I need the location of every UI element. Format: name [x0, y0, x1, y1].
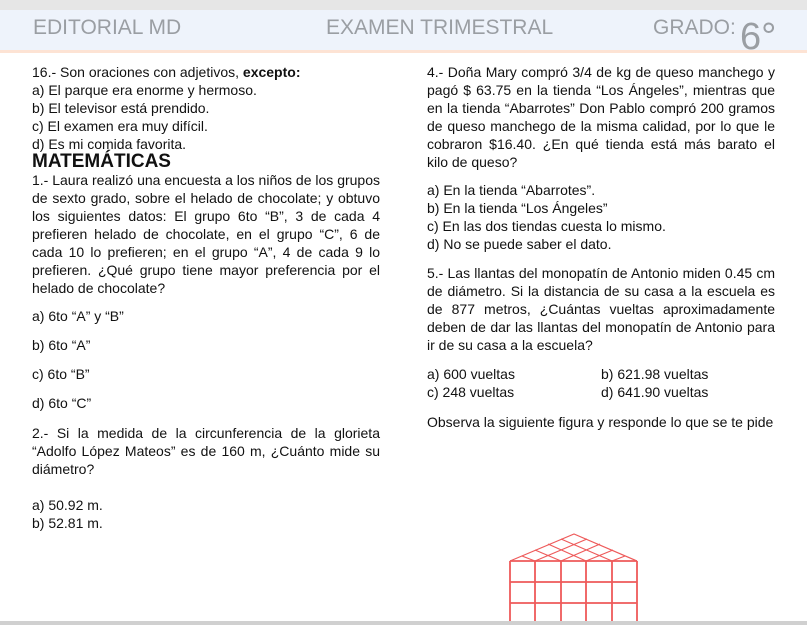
house-grid-figure [505, 530, 645, 625]
q5-options [427, 365, 775, 401]
q5-option: b) 621.98 vueltas [601, 366, 709, 382]
q16-stem [32, 63, 380, 81]
figure-prompt: Observa la siguiente figura y responde lo que se te pide [427, 414, 774, 430]
q16-text: 16.- Son oraciones con adjetivos, [32, 64, 243, 80]
exam-title: EXAMEN TRIMESTRAL [326, 16, 554, 39]
q5-option: a) 600 vueltas [427, 366, 515, 382]
q4-option: d) No se puede saber el dato. [427, 236, 612, 252]
top-bar [0, 0, 807, 10]
q2-option: a) 50.92 m. [32, 497, 103, 513]
section-title: MATEMÁTICAS [32, 151, 171, 172]
page-header [0, 10, 807, 58]
q1-stem: 1.- Laura realizó una encuesta a los niños de los grupos de sexto grado, sobre el helado de chocolate; y obtuvo los siguientes datos: El grupo 6to “B”, 3 de cada 4 prefieren helado de chocolate, en el grupo “C”, 6 de cada 10 lo prefieren; en el grupo “A”, 4 de cada 9 lo prefieren. ¿Qué grupo tiene mayor preferencia por el helado de chocolate? [32, 172, 380, 296]
q16-option: d) Es mi comida favorita. [32, 136, 187, 152]
roof-grid [510, 534, 637, 561]
q2-option: b) 52.81 m. [32, 515, 103, 531]
q1-option: b) 6to “A” [32, 337, 91, 353]
q5-option: d) 641.90 vueltas [601, 384, 709, 400]
q4-option: c) En las dos tiendas cuesta lo mismo. [427, 218, 666, 234]
publisher: EDITORIAL MD [33, 16, 182, 39]
grade-label: GRADO: [653, 16, 736, 39]
right-column [427, 63, 775, 431]
q16-bold: excepto: [242, 64, 301, 80]
q16-option: c) El examen era muy difícil. [32, 118, 208, 134]
q1-option: c) 6to “B” [32, 366, 90, 382]
q16-option: a) El parque era enorme y hermoso. [32, 82, 257, 98]
page-bottom-edge [0, 621, 807, 625]
q16-option: b) El televisor está prendido. [32, 100, 210, 116]
wall-grid [510, 561, 637, 625]
grade-value: 6° [740, 16, 777, 58]
q1-option: a) 6to “A” y “B” [32, 308, 124, 324]
q4-stem: 4.- Doña Mary compró 3/4 de kg de queso manchego y pagó $ 63.75 en la tienda “Los Ángeles”, mientras que en la tienda “Abarrotes” Don Pablo compró 200 gramos de queso manchego de la misma calidad, por lo que le cobraron $16.40. ¿En qué tienda está más barato el kilo de queso? [427, 64, 775, 170]
q5-option: c) 248 vueltas [427, 384, 515, 400]
q1-option: d) 6to “C” [32, 395, 92, 411]
q4-option: b) En la tienda “Los Ángeles” [427, 200, 608, 216]
q4-option: a) En la tienda “Abarrotes”. [427, 182, 596, 198]
q2-stem: 2.- Si la medida de la circunferencia de la glorieta “Adolfo López Mateos” es de 160 m, ¿Cuánto mide su diámetro? [32, 425, 380, 477]
q5-stem: 5.- Las llantas del monopatín de Antonio miden 0.45 cm de diámetro. Si la distancia de su casa a la escuela es de 877 metros, ¿Cuántas vueltas aproximadamente deben de dar las llantas del monopatín de Antonio para ir de su casa a la escuela? [427, 265, 775, 353]
left-column [32, 63, 380, 532]
